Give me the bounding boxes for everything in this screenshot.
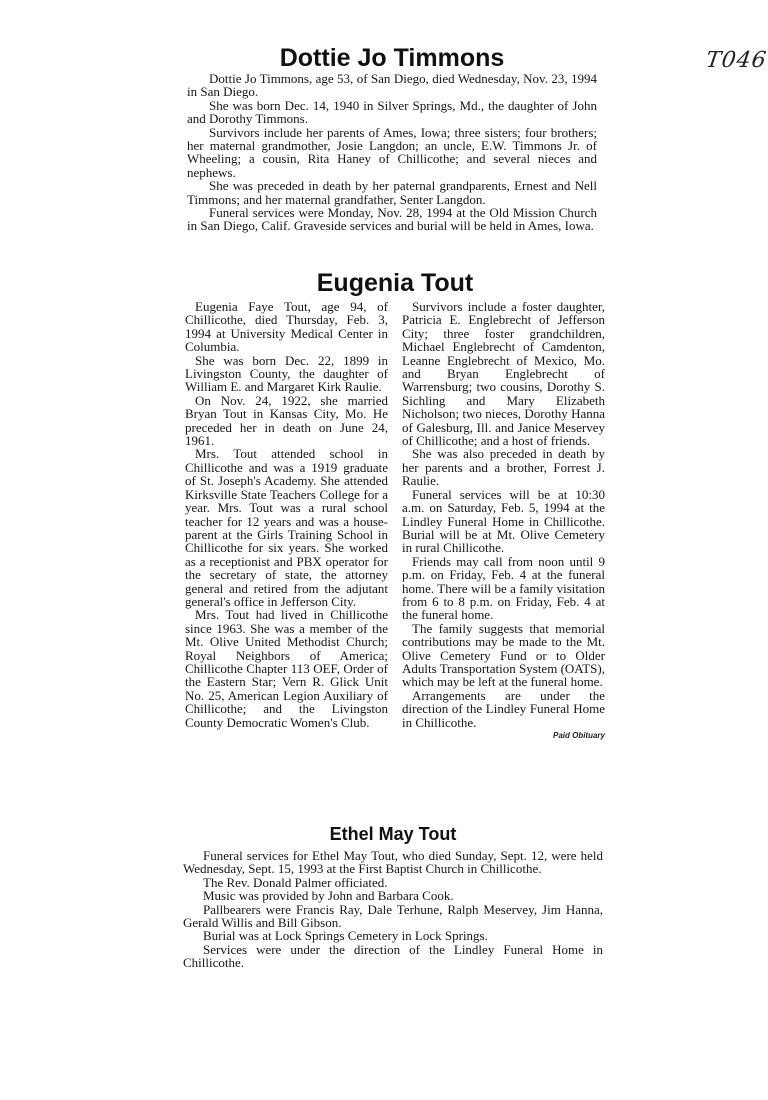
paragraph: Mrs. Tout had lived in Chillicothe since 1963. She was a member of the Mt. Olive United Methodist Church; Royal Neighbors of America; Chillicothe Chapter 113 OEF, Order of the Eastern Star; Vern R. Glick Unit No. 25, American Legion Auxiliary of Chillicothe; and the Livingston County Democratic Women's Club. <box>185 607 388 730</box>
paragraph: She was preceded in death by her paternal grandparents, Ernest and Nell Timmons; and her maternal grandfather, Senter Langdon. <box>187 178 597 207</box>
paragraph: Arrangements are under the direction of the Lindley Funeral Home in Chillicothe. <box>402 687 605 730</box>
paragraph: Dottie Jo Timmons, age 53, of San Diego, died Wednesday, Nov. 23, 1994 in San Diego. <box>187 71 597 100</box>
two-column-body <box>185 300 605 740</box>
column-text <box>185 300 388 729</box>
obituary-title: Dottie Jo Timmons <box>279 44 505 72</box>
paragraph: She was born Dec. 22, 1899 in Livingston County, the daughter of William E. and Margaret Kirk Raulie. <box>185 352 388 395</box>
obituary-ethel-may-tout <box>183 824 603 970</box>
handwritten-reference-number: T046 <box>704 48 768 73</box>
paragraph: Eugenia Faye Tout, age 94, of Chillicothe, died Thursday, Feb. 3, 1994 at University Medical Center in Columbia. <box>185 299 388 355</box>
paragraph: Funeral services were Monday, Nov. 28, 1994 at the Old Mission Church in San Diego, Calif. Graveside services and burial will be held in Ames, Iowa. <box>187 205 597 234</box>
paragraph: The family suggests that memorial contributions may be made to the Mt. Olive Cemetery Fund or to Older Adults Transportation System (OATS), which may be left at the funeral home. <box>402 620 605 690</box>
column-text <box>402 300 605 729</box>
obituary-body <box>183 849 603 970</box>
paragraph: Friends may call from noon until 9 p.m. on Friday, Feb. 4 at the funeral home. There will be a family visitation from 6 to 8 p.m. on Friday, Feb. 4 at the funeral home. <box>402 553 605 623</box>
paragraph: Funeral services for Ethel May Tout, who died Sunday, Sept. 12, were held Wednesday, Sept. 15, 1993 at the First Baptist Church in Chillicothe. <box>183 848 603 877</box>
paragraph: Pallbearers were Francis Ray, Dale Terhune, Ralph Meservey, Jim Hanna, Gerald Willis and Bill Gibson. <box>183 901 603 931</box>
obituary-dottie-jo-timmons <box>187 44 597 233</box>
obituary-eugenia-tout <box>185 268 605 740</box>
paragraph: The Rev. Donald Palmer officiated. <box>203 874 388 890</box>
left-column <box>185 300 388 740</box>
paragraph: Burial was at Lock Springs Cemetery in Lock Springs. <box>203 928 488 944</box>
paragraph: Mrs. Tout attended school in Chillicothe and was a 1919 graduate of St. Joseph's Academy. She attended Kirksville State Teachers College for a year. Mrs. Tout was a rural school teacher for 12 years and was a house-parent at the Girls Training School in Chillicothe for six years. She worked as a receptionist and PBX operator for the secretary of state, the attorney general and retired from the adjutant general's office in Jefferson City. <box>185 446 388 609</box>
paragraph: She was born Dec. 14, 1940 in Silver Springs, Md., the daughter of John and Dorothy Timmons. <box>187 97 597 127</box>
obituary-title: Ethel May Tout <box>329 824 457 844</box>
paragraph: Survivors include a foster daughter, Patricia E. Englebrecht of Jefferson City; three foster grandchildren, Michael Englebrecht of Camdenton, Leanne Englebrecht of Mexico, Mo. and Bryan Englebrecht of Warrensburg; two cousins, Dorothy S. Sichling and Mary Elizabeth Nicholson; two nieces, Dorothy Hanna of Galesburg, Ill. and Janice Meservey of Chillicothe; and a host of friends. <box>402 299 605 449</box>
paragraph: She was also preceded in death by her parents and a brother, Forrest J. Raulie. <box>402 446 605 489</box>
obituary-title: Eugenia Tout <box>316 269 474 297</box>
paragraph: On Nov. 24, 1922, she married Bryan Tout in Kansas City, Mo. He preceded her in death on June 24, 1961. <box>185 392 388 449</box>
paragraph: Services were under the direction of the Lindley Funeral Home in Chillicothe. <box>183 941 603 971</box>
right-column <box>402 300 605 740</box>
paragraph: Music was provided by John and Barbara Cook. <box>203 888 454 904</box>
paragraph: Funeral services will be at 10:30 a.m. on Saturday, Feb. 5, 1994 at the Lindley Funeral Home in Chillicothe. Burial will be at Mt. Olive Cemetery in rural Chillicothe. <box>402 486 605 556</box>
paragraph: Survivors include her parents of Ames, Iowa; three sisters; four brothers; her maternal grandmother, Josie Langdon; an uncle, E.W. Timmons Jr. of Wheeling; a cousin, Rita Haney of Chillicothe; and several nieces and nephews. <box>187 124 597 180</box>
paid-obituary-label: Paid Obituary <box>552 731 605 740</box>
obituary-body <box>187 72 597 233</box>
